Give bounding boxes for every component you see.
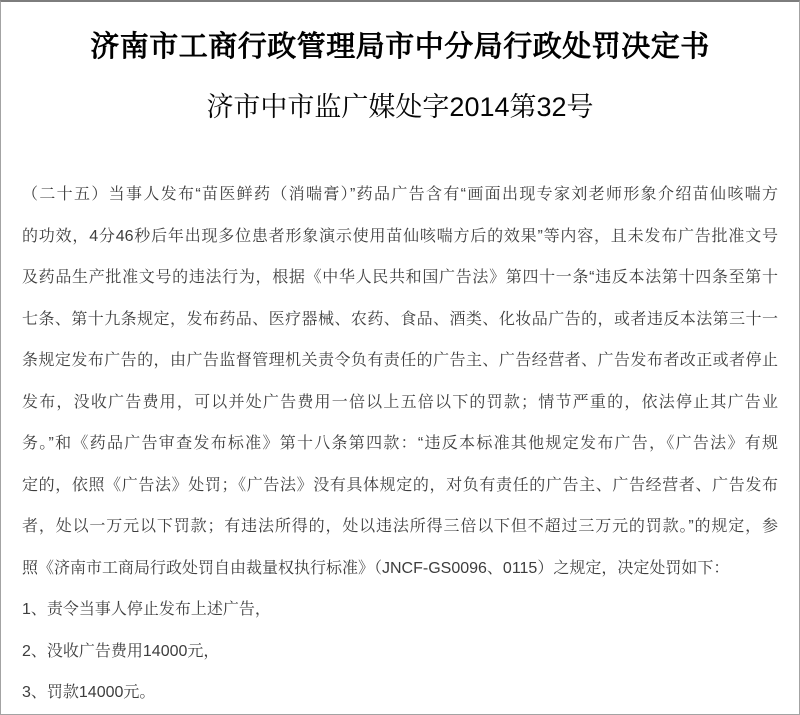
body-line: 条规定发布广告的，由广告监督管理机关责令负有责任的广告主、广告经营者、广告发布者改正或者停止	[22, 352, 778, 369]
body-line: 及药品生产批准文号的违法行为，根据《中华人民共和国广告法》第四十一条“违反本法第十四条至第十	[22, 269, 778, 286]
body-line: 的功效，4分46秒后年出现多位患者形象演示使用苗仙咳喘方后的效果”等内容，且未发布广告批准文号	[22, 227, 778, 245]
body-line: （二十五）当事人发布“苗医鲜药（消喘膏）”药品广告含有“画面出现专家刘老师形象介绍苗仙咳喘方	[22, 186, 778, 203]
penalty-item-2: 2、没收广告费用14000元，	[22, 642, 220, 660]
body-line: 者，处以一万元以下罚款；有违法所得的，处以违法所得三倍以下但不超过三万元的罚款。”的规定，参	[22, 518, 778, 535]
document-title: 济南市工商行政管理局市中分局行政处罚决定书	[90, 31, 710, 63]
document-body	[22, 174, 778, 714]
case-number: 济市中市监广媒处字2014第32号	[206, 92, 594, 122]
penalty-item-1: 1、责令当事人停止发布上述广告，	[22, 601, 271, 618]
body-line: 照《济南市工商局行政处罚自由裁量权执行标准》（JNCF-GS0096、0115）之规定，决定处罚如下：	[22, 559, 730, 577]
body-line: 七条、第十九条规定，发布药品、医疗器械、农药、食品、酒类、化妆品广告的，或者违反本法第三十一	[22, 310, 778, 328]
body-line: 发布，没收广告费用，可以并处广告费用一倍以上五倍以下的罚款；情节严重的，依法停止其广告业	[22, 393, 778, 411]
body-line: 定的，依照《广告法》处罚；《广告法》没有具体规定的，对负有责任的广告主、广告经营者、广告发布	[22, 476, 778, 494]
body-line: 务。”和《药品广告审查发布标准》第十八条第四款：“违反本标准其他规定发布广告，《广告法》有规	[22, 435, 778, 452]
penalty-item-3: 3、罚款14000元。	[22, 684, 156, 701]
